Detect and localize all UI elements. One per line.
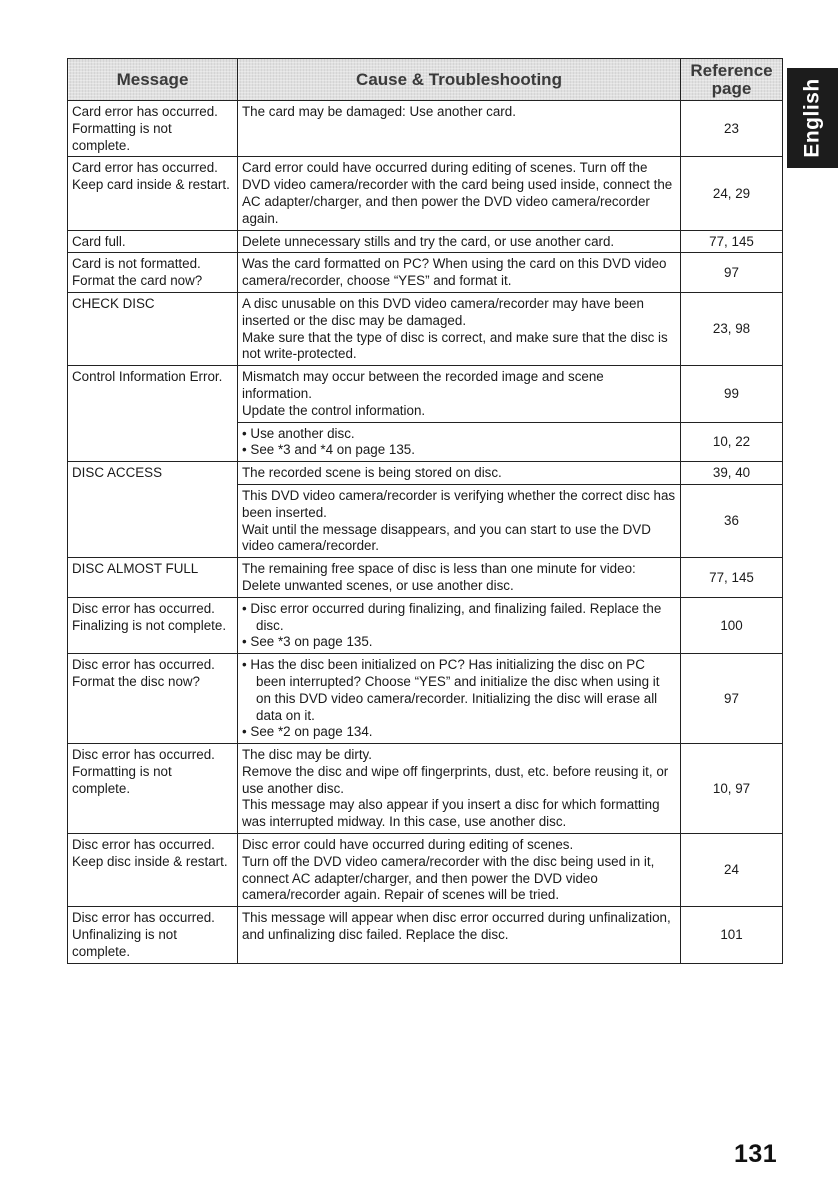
cause-cell (238, 744, 681, 834)
message-cell: Control Information Error. (68, 366, 238, 462)
reference-cell: 97 (681, 654, 783, 744)
table-row (68, 654, 783, 744)
cause-text: Delete unnecessary stills and try the card, or use another card. (242, 233, 615, 249)
cause-text: Turn off the DVD video camera/recorder with the disc being used in it, connect AC adapter/charger, and then power the DVD video camera/recorder again. Repair of scenes will be tried. (242, 853, 655, 903)
header-message: Message (68, 59, 238, 101)
reference-cell: 23, 98 (681, 292, 783, 365)
cause-bullet: • See *3 and *4 on page 135. (242, 442, 415, 458)
cause-cell (238, 597, 681, 653)
cause-cell (238, 834, 681, 907)
cause-text: The disc may be dirty. (242, 747, 372, 763)
message-cell: Card error has occurred. Keep card inside & restart. (68, 157, 238, 230)
table-row (68, 597, 783, 653)
cause-text: The card may be damaged: Use another card. (242, 104, 516, 119)
reference-cell: 97 (681, 253, 783, 293)
cause-cell (238, 101, 681, 157)
message-cell: Disc error has occurred. Formatting is not complete. (68, 744, 238, 834)
cause-bullet: • Has the disc been initialized on PC? Has initializing the disc on PC been interrupted? Choose “YES” and initialize the disc when using it on this DVD video camera/recorder. Initializing the disc will erase all data on it. (242, 657, 660, 723)
cause-cell (238, 907, 681, 963)
reference-cell: 24, 29 (681, 157, 783, 230)
table-row (68, 253, 783, 293)
cause-text: Disc error could have occurred during editing of scenes. (242, 837, 574, 853)
cause-text: This DVD video camera/recorder is verifying whether the correct disc has been inserted. (242, 487, 676, 520)
cause-text: The recorded scene is being stored on disc. (242, 465, 502, 481)
reference-cell: 100 (681, 597, 783, 653)
table-header-row (68, 59, 783, 101)
language-tab-label: English (800, 78, 824, 158)
cause-bullet: • Disc error occurred during finalizing, and finalizing failed. Replace the disc. (242, 600, 662, 633)
cause-text: The remaining free space of disc is less than one minute for video: Delete unwanted scenes, or use another disc. (242, 561, 636, 593)
cause-text: Mismatch may occur between the recorded image and scene information. (242, 369, 604, 401)
cause-text: Remove the disc and wipe off fingerprints, dust, etc. before reusing it, or use another disc. (242, 763, 669, 796)
table-row (68, 366, 783, 422)
reference-cell: 10, 97 (681, 744, 783, 834)
cause-cell (238, 484, 681, 557)
message-cell: Card is not formatted. Format the card now? (68, 253, 238, 293)
reference-cell: 36 (681, 484, 783, 557)
table-row (68, 462, 783, 485)
page-number: 131 (734, 1140, 778, 1168)
table-row (68, 834, 783, 907)
cause-cell (238, 654, 681, 744)
reference-cell: 23 (681, 101, 783, 157)
reference-cell: 39, 40 (681, 462, 783, 485)
reference-cell: 77, 145 (681, 558, 783, 598)
message-cell: Card full. (68, 230, 238, 253)
reference-cell: 10, 22 (681, 422, 783, 462)
message-cell: Card error has occurred. Formatting is not complete. (68, 101, 238, 157)
message-cell: CHECK DISC (68, 292, 238, 365)
cause-cell (238, 462, 681, 485)
cause-text: Update the control information. (242, 402, 426, 418)
reference-cell: 24 (681, 834, 783, 907)
message-cell: Disc error has occurred. Keep disc inside & restart. (68, 834, 238, 907)
message-cell: Disc error has occurred. Format the disc now? (68, 654, 238, 744)
table-row (68, 744, 783, 834)
table-row (68, 907, 783, 963)
cause-text: This message may also appear if you insert a disc for which formatting was interrupted midway. In this case, use another disc. (242, 797, 660, 830)
reference-cell: 77, 145 (681, 230, 783, 253)
cause-cell (238, 366, 681, 422)
reference-cell: 101 (681, 907, 783, 963)
cause-bullet: • See *3 on page 135. (242, 634, 373, 650)
cause-cell (238, 422, 681, 462)
cause-cell (238, 230, 681, 253)
header-reference (681, 59, 783, 101)
message-cell: DISC ACCESS (68, 462, 238, 558)
message-cell: Disc error has occurred. Unfinalizing is not complete. (68, 907, 238, 963)
cause-cell (238, 558, 681, 598)
cause-text: This message will appear when disc error occurred during unfinalization, and unfinalizing disc failed. Replace the disc. (242, 910, 671, 943)
reference-cell: 99 (681, 366, 783, 422)
header-reference-label: Reference page (690, 60, 773, 98)
header-cause: Cause & Troubleshooting (238, 59, 681, 101)
cause-text: A disc unusable on this DVD video camera/recorder may have been inserted or the disc may be damaged. (242, 295, 644, 328)
message-cell: DISC ALMOST FULL (68, 558, 238, 598)
cause-cell (238, 292, 681, 365)
cause-text: Make sure that the type of disc is correct, and make sure that the disc is not write-protected. (242, 329, 668, 362)
cause-text: Wait until the message disappears, and you can start to use the DVD video camera/recorder. (242, 521, 651, 554)
language-tab (787, 68, 838, 168)
cause-cell (238, 253, 681, 293)
table-row (68, 101, 783, 157)
table-row (68, 157, 783, 230)
table-row (68, 558, 783, 598)
cause-bullet: • See *2 on page 134. (242, 724, 373, 740)
cause-cell (238, 157, 681, 230)
cause-text: Was the card formatted on PC? When using the card on this DVD video camera/recorder, choose “YES” and format it. (242, 256, 667, 289)
table-row (68, 230, 783, 253)
table-row (68, 292, 783, 365)
cause-bullet: • Use another disc. (242, 425, 355, 441)
troubleshooting-table (67, 58, 783, 964)
cause-text: Card error could have occurred during editing of scenes. Turn off the DVD video camera/recorder with the card being used inside, connect the AC adapter/charger, and then power the DVD video camera/recorder again. (242, 160, 673, 226)
message-cell: Disc error has occurred. Finalizing is not complete. (68, 597, 238, 653)
